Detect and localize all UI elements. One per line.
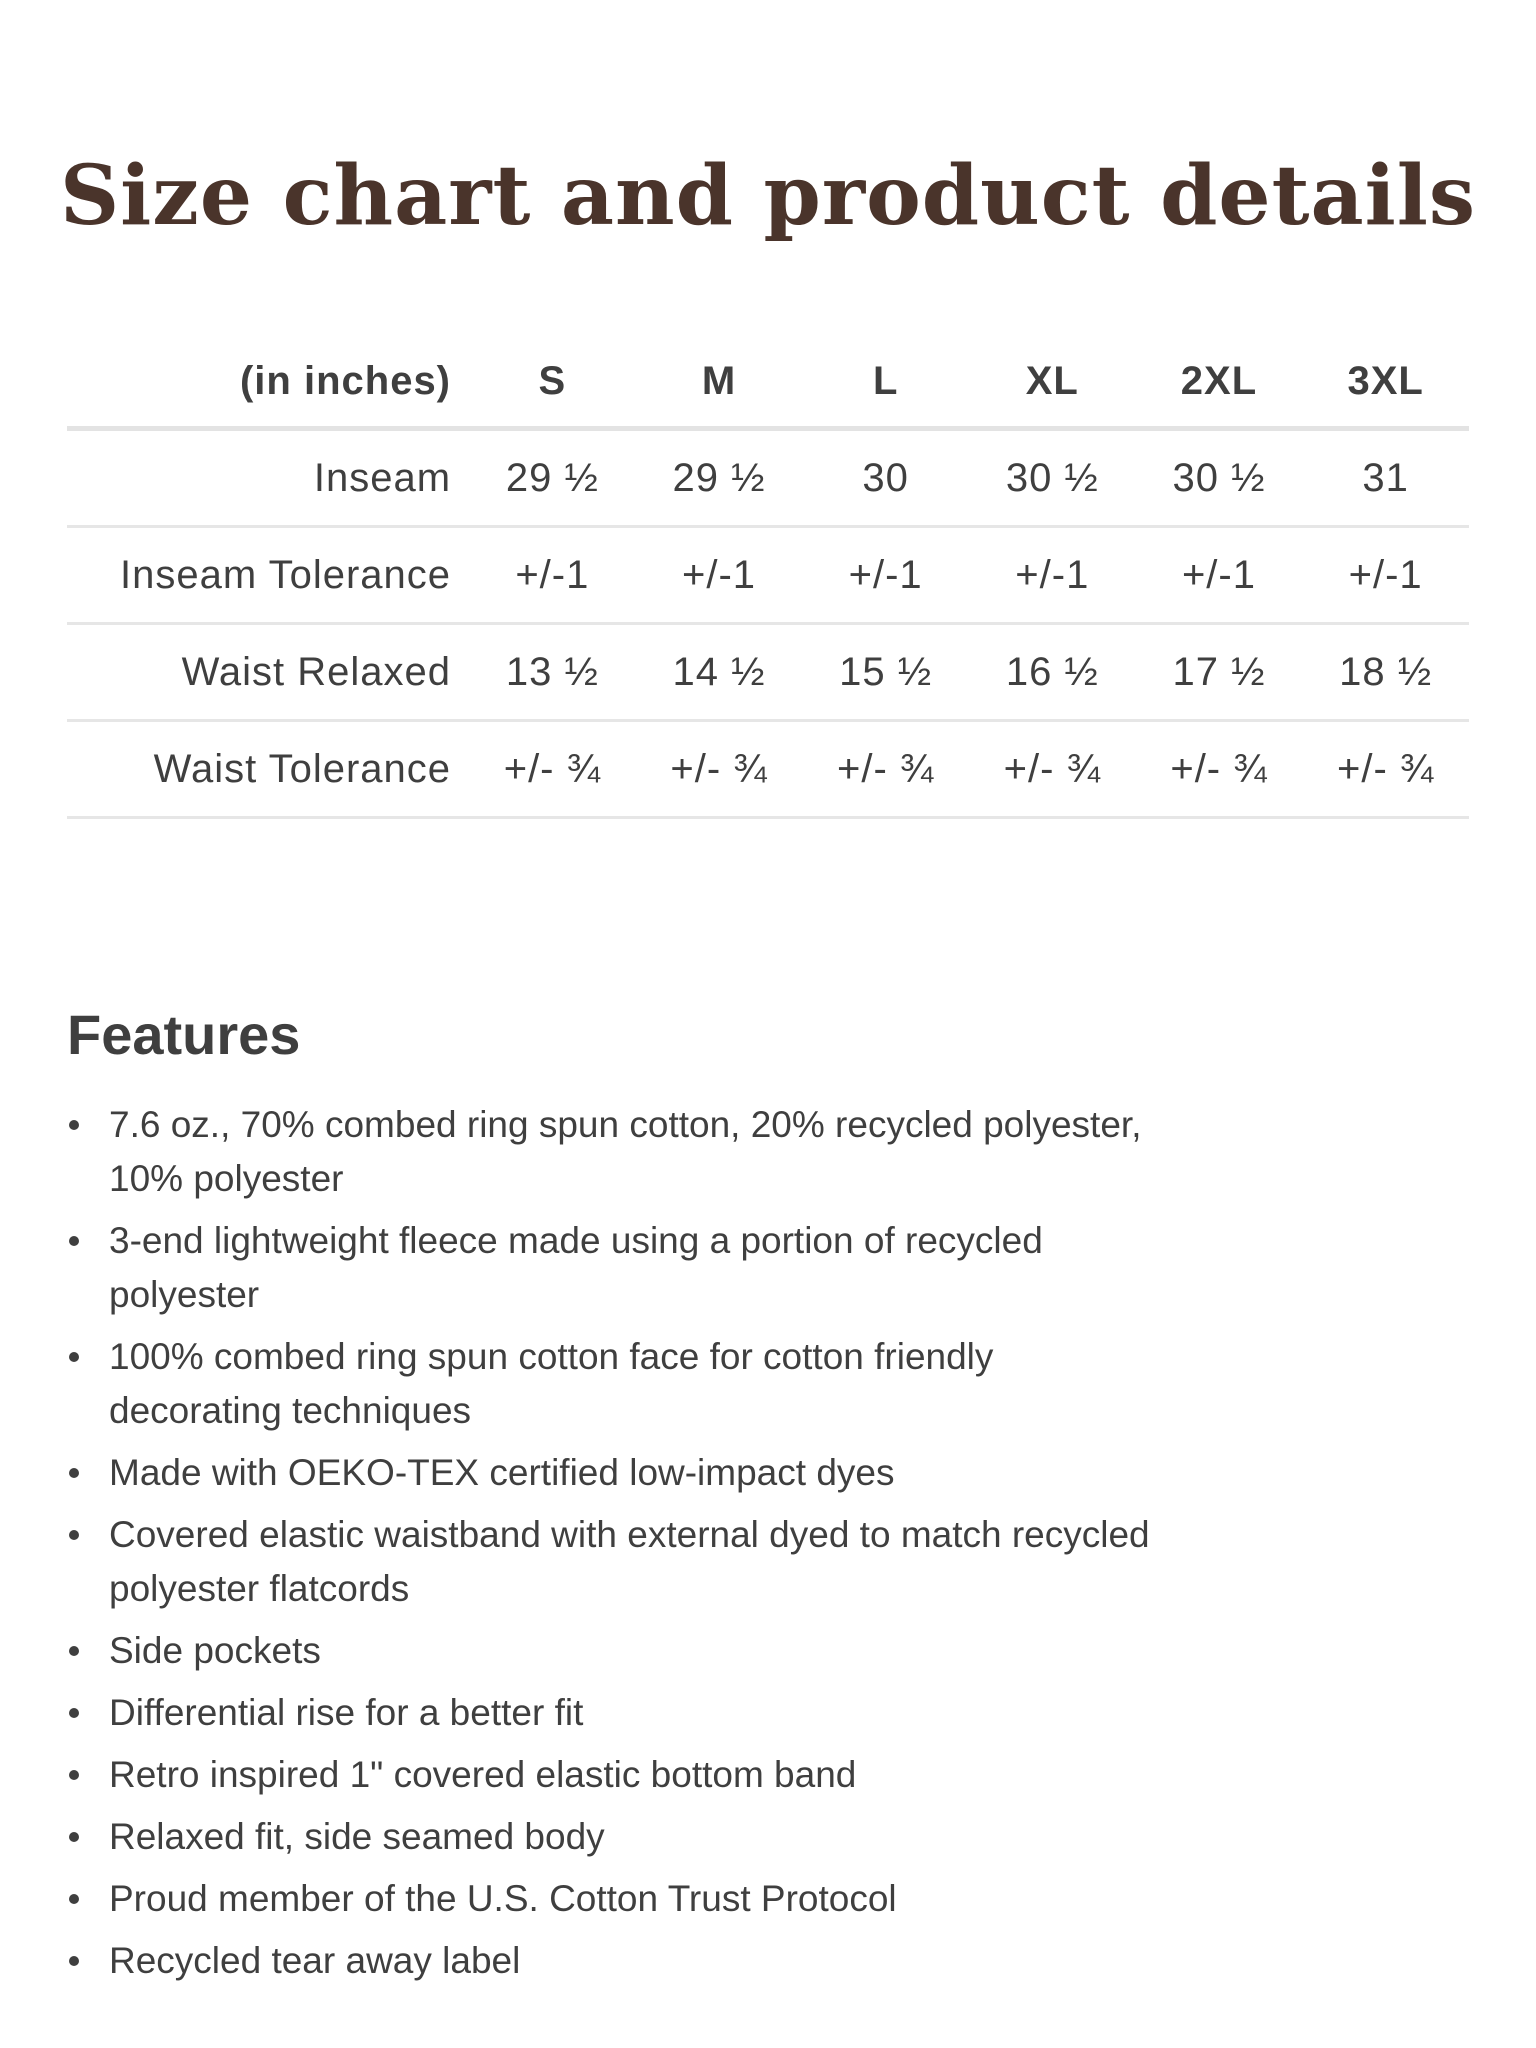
list-item-text: Retro inspired 1" covered elastic bottom band (109, 1754, 857, 1795)
table-cell: +/- ¾ (636, 721, 803, 818)
list-item-text: Proud member of the U.S. Cotton Trust Protocol (109, 1878, 897, 1919)
list-item-text: Made with OEKO-TEX certified low-impact dyes (109, 1452, 895, 1493)
bullet-icon (69, 1956, 79, 1966)
list-item (67, 1624, 1167, 1678)
table-cell: 18 ½ (1302, 624, 1469, 721)
size-header-m: M (636, 336, 803, 429)
list-item-text: Differential rise for a better fit (109, 1692, 584, 1733)
list-item (67, 1330, 1167, 1438)
table-cell: +/- ¾ (802, 721, 969, 818)
table-cell: 29 ½ (469, 429, 636, 527)
table-cell: 30 ½ (1136, 429, 1303, 527)
list-item (67, 1810, 1167, 1864)
size-chart-table (67, 336, 1469, 819)
table-cell: +/-1 (1302, 527, 1469, 624)
list-item (67, 1098, 1167, 1206)
table-cell: 30 (802, 429, 969, 527)
table-cell: 14 ½ (636, 624, 803, 721)
table-cell: +/- ¾ (1136, 721, 1303, 818)
bullet-icon (69, 1708, 79, 1718)
list-item-text: Covered elastic waistband with external dyed to match recycled polyester flatcords (109, 1514, 1150, 1609)
bullet-icon (69, 1352, 79, 1362)
table-cell: 16 ½ (969, 624, 1136, 721)
bullet-icon (69, 1646, 79, 1656)
bullet-icon (69, 1832, 79, 1842)
size-header-l: L (802, 336, 969, 429)
row-label: Inseam (67, 429, 469, 527)
bullet-icon (69, 1770, 79, 1780)
table-cell: +/- ¾ (469, 721, 636, 818)
table-cell: 29 ½ (636, 429, 803, 527)
list-item (67, 1872, 1167, 1926)
list-item-text: Recycled tear away label (109, 1940, 521, 1981)
table-cell: 13 ½ (469, 624, 636, 721)
size-header-xl: XL (969, 336, 1136, 429)
list-item (67, 1508, 1167, 1616)
list-item (67, 1748, 1167, 1802)
row-label: Waist Relaxed (67, 624, 469, 721)
features-heading: Features (67, 1003, 301, 1066)
size-header-s: S (469, 336, 636, 429)
table-cell: +/-1 (469, 527, 636, 624)
list-item-text: 100% combed ring spun cotton face for cotton friendly decorating techniques (109, 1336, 994, 1431)
table-cell: 30 ½ (969, 429, 1136, 527)
bullet-icon (69, 1894, 79, 1904)
size-header-row (67, 336, 1469, 429)
row-label: Inseam Tolerance (67, 527, 469, 624)
row-label: Waist Tolerance (67, 721, 469, 818)
bullet-icon (69, 1120, 79, 1130)
table-cell: +/-1 (1136, 527, 1303, 624)
list-item (67, 1214, 1167, 1322)
table-cell: +/-1 (969, 527, 1136, 624)
list-item-text: 3-end lightweight fleece made using a portion of recycled polyester (109, 1220, 1043, 1315)
list-item (67, 1446, 1167, 1500)
table-cell: 17 ½ (1136, 624, 1303, 721)
table-cell: +/- ¾ (1302, 721, 1469, 818)
bullet-icon (69, 1236, 79, 1246)
features-list (67, 1098, 1167, 1996)
table-cell: +/-1 (636, 527, 803, 624)
unit-label: (in inches) (67, 336, 469, 429)
table-cell: +/-1 (802, 527, 969, 624)
size-header-2xl: 2XL (1136, 336, 1303, 429)
page-title: Size chart and product details (59, 147, 1477, 244)
size-header-3xl: 3XL (1302, 336, 1469, 429)
table-row-waist-relaxed (67, 624, 1469, 721)
table-row-waist-tolerance (67, 721, 1469, 818)
table-cell: 31 (1302, 429, 1469, 527)
bullet-icon (69, 1468, 79, 1478)
table-row-inseam-tolerance (67, 527, 1469, 624)
table-cell: 15 ½ (802, 624, 969, 721)
table-row-inseam (67, 429, 1469, 527)
table-cell: +/- ¾ (969, 721, 1136, 818)
list-item-text: Relaxed fit, side seamed body (109, 1816, 605, 1857)
list-item (67, 1686, 1167, 1740)
bullet-icon (69, 1530, 79, 1540)
list-item (67, 1934, 1167, 1988)
list-item-text: 7.6 oz., 70% combed ring spun cotton, 20% recycled polyester, 10% polyester (109, 1104, 1142, 1199)
list-item-text: Side pockets (109, 1630, 321, 1671)
